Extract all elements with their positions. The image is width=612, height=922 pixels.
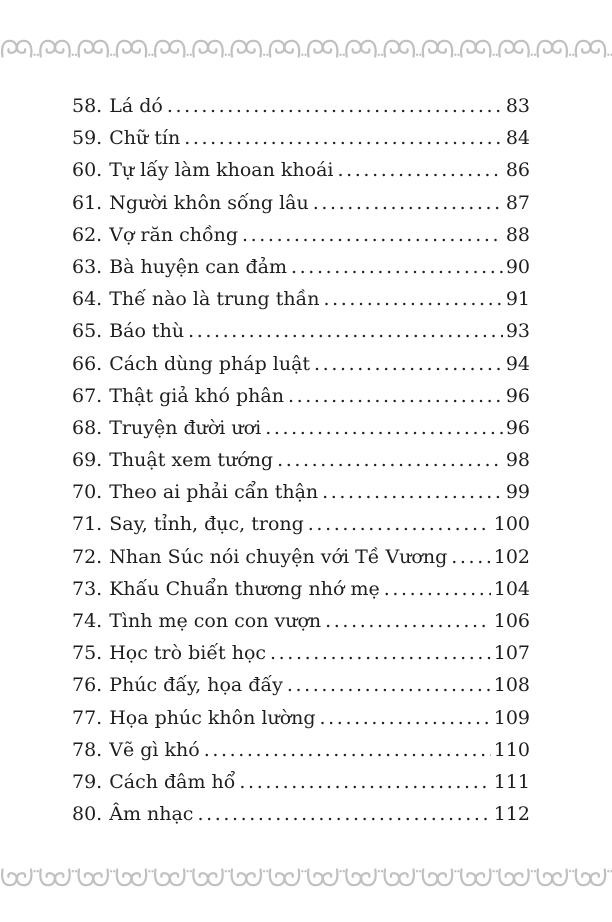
toc-entry-number: 62. xyxy=(72,223,103,246)
toc-entry-title: Khấu Chuẩn thương nhớ mẹ xyxy=(109,577,380,600)
decorative-border-bottom xyxy=(0,866,612,888)
toc-entry-number: 59. xyxy=(72,127,103,150)
toc-entry-title: Thật giả khó phân xyxy=(109,384,284,407)
toc-entry-number: 73. xyxy=(72,577,103,600)
toc-entry-page: 99 xyxy=(505,481,530,504)
decorative-border-top xyxy=(0,38,612,60)
toc-entry-page: 107 xyxy=(493,642,530,665)
toc-entry-number: 70. xyxy=(72,481,103,504)
toc-entry-number: 72. xyxy=(72,545,103,568)
toc-entry-title: Tự lấy làm khoan khoái xyxy=(109,159,334,182)
dot-leader xyxy=(384,573,491,605)
toc-entry-page: 104 xyxy=(493,577,530,600)
toc-entry-title: Tình mẹ con con vượn xyxy=(109,610,322,632)
toc-entry[interactable] xyxy=(72,412,530,444)
dot-leader xyxy=(338,154,503,186)
toc-entry[interactable] xyxy=(72,154,530,186)
toc-entry-page: 86 xyxy=(505,159,530,182)
toc-entry-page: 96 xyxy=(505,384,530,407)
toc-entry-title: Âm nhạc xyxy=(109,803,194,826)
toc-entry-page: 87 xyxy=(505,191,530,214)
toc-entry-page: 90 xyxy=(505,255,530,278)
toc-entry[interactable] xyxy=(72,380,530,412)
dot-leader xyxy=(325,605,491,637)
dot-leader xyxy=(188,315,503,347)
toc-entry-title: Theo ai phải cẩn thận xyxy=(109,481,319,504)
toc-entry-page: 108 xyxy=(493,674,530,697)
toc-entry[interactable] xyxy=(72,541,530,573)
toc-entry-page: 110 xyxy=(493,738,530,761)
toc-entry-number: 77. xyxy=(72,706,103,729)
dot-leader xyxy=(288,380,503,412)
toc-entry-number: 66. xyxy=(72,352,103,375)
toc-entry[interactable] xyxy=(72,605,530,637)
toc-entry-title: Nhan Súc nói chuyện với Tề Vương xyxy=(109,545,448,568)
toc-entry-title: Cách dùng pháp luật xyxy=(109,352,311,375)
toc-entry-title: Học trò biết học xyxy=(109,642,267,665)
toc-entry-number: 65. xyxy=(72,320,103,343)
toc-entry-title: Chữ tín xyxy=(109,127,181,150)
dot-leader xyxy=(242,219,503,251)
toc-entry[interactable] xyxy=(72,283,530,315)
toc-entry[interactable] xyxy=(72,734,530,766)
toc-entry-page: 109 xyxy=(493,706,530,729)
toc-entry-number: 68. xyxy=(72,416,103,439)
toc-entry-number: 69. xyxy=(72,449,103,472)
toc-entry[interactable] xyxy=(72,219,530,251)
toc-entry[interactable] xyxy=(72,122,530,154)
dot-leader xyxy=(239,766,490,798)
toc-entry-title: Báo thù xyxy=(109,320,185,343)
toc-entry[interactable] xyxy=(72,187,530,219)
dot-leader xyxy=(451,541,490,573)
toc-entry-title: Phúc đấy, họa đấy xyxy=(109,674,283,697)
toc-entry-page: 111 xyxy=(493,770,530,793)
dot-leader xyxy=(197,798,490,830)
dot-leader xyxy=(322,476,503,508)
toc-entry-page: 98 xyxy=(505,449,530,472)
toc-entry-page: 112 xyxy=(493,803,530,826)
dot-leader xyxy=(204,734,491,766)
toc-entry-number: 75. xyxy=(72,642,103,665)
cloud-scroll-border-icon xyxy=(0,866,612,888)
toc-entry-title: Cách đâm hổ xyxy=(109,770,236,793)
toc-entry-number: 58. xyxy=(72,95,103,117)
toc-entry[interactable] xyxy=(72,348,530,380)
dot-leader xyxy=(313,187,503,219)
toc-list xyxy=(72,90,530,830)
toc-entry-title: Người khôn sống lâu xyxy=(109,191,309,214)
toc-entry-page: 102 xyxy=(493,545,530,568)
toc-entry-title: Vẽ gì khó xyxy=(109,738,200,761)
toc-entry[interactable] xyxy=(72,315,530,347)
toc-entry-page: 106 xyxy=(493,610,530,632)
toc-entry-number: 74. xyxy=(72,610,103,632)
toc-entry-title: Thuật xem tướng xyxy=(109,449,274,472)
toc-entry[interactable] xyxy=(72,90,530,122)
dot-leader xyxy=(184,122,503,154)
toc-entry-page: 83 xyxy=(505,95,530,117)
toc-entry-number: 63. xyxy=(72,255,103,278)
toc-entry[interactable] xyxy=(72,637,530,669)
toc-entry-title: Vợ răn chồng xyxy=(109,223,239,246)
toc-entry[interactable] xyxy=(72,573,530,605)
toc-entry-title: Bà huyện can đảm xyxy=(109,255,288,278)
toc-entry[interactable] xyxy=(72,702,530,734)
toc-entry-title: Họa phúc khôn lường xyxy=(109,706,316,729)
toc-entry-number: 60. xyxy=(72,159,103,182)
toc-entry-number: 76. xyxy=(72,674,103,697)
toc-entry-page: 96 xyxy=(505,416,530,439)
toc-entry-number: 61. xyxy=(72,191,103,214)
toc-entry-page: 91 xyxy=(505,288,530,311)
dot-leader xyxy=(291,251,503,283)
toc-entry-number: 64. xyxy=(72,288,103,311)
toc-entry[interactable] xyxy=(72,444,530,476)
toc-entry-page: 88 xyxy=(505,223,530,246)
toc-entry[interactable] xyxy=(72,508,530,540)
dot-leader xyxy=(320,702,491,734)
dot-leader xyxy=(287,669,491,701)
toc-entry[interactable] xyxy=(72,669,530,701)
dot-leader xyxy=(314,348,503,380)
toc-entry-number: 80. xyxy=(72,803,103,826)
dot-leader xyxy=(308,508,491,540)
cloud-scroll-border-icon xyxy=(0,38,612,60)
dot-leader xyxy=(324,283,503,315)
toc-entry[interactable] xyxy=(72,798,530,830)
toc-entry-number: 79. xyxy=(72,770,103,793)
toc-entry-page: 84 xyxy=(505,127,530,150)
toc-entry-number: 71. xyxy=(72,513,103,536)
dot-leader xyxy=(277,444,503,476)
toc-entry-number: 67. xyxy=(72,384,103,407)
dot-leader xyxy=(265,412,503,444)
toc-entry-page: 100 xyxy=(493,513,530,536)
toc-entry-page: 94 xyxy=(505,352,530,375)
toc-entry[interactable] xyxy=(72,476,530,508)
toc-entry-title: Say, tỉnh, đục, trong xyxy=(109,513,304,536)
dot-leader xyxy=(167,90,503,122)
toc-entry-number: 78. xyxy=(72,738,103,761)
toc-entry-page: 93 xyxy=(505,320,530,343)
toc-entry[interactable] xyxy=(72,251,530,283)
toc-entry[interactable] xyxy=(72,766,530,798)
toc-entry-title: Truyện đười ươi xyxy=(109,416,262,439)
toc-entry-title: Thế nào là trung thần xyxy=(109,288,320,311)
dot-leader xyxy=(270,637,491,669)
toc-entry-title: Lá dó xyxy=(109,95,163,117)
